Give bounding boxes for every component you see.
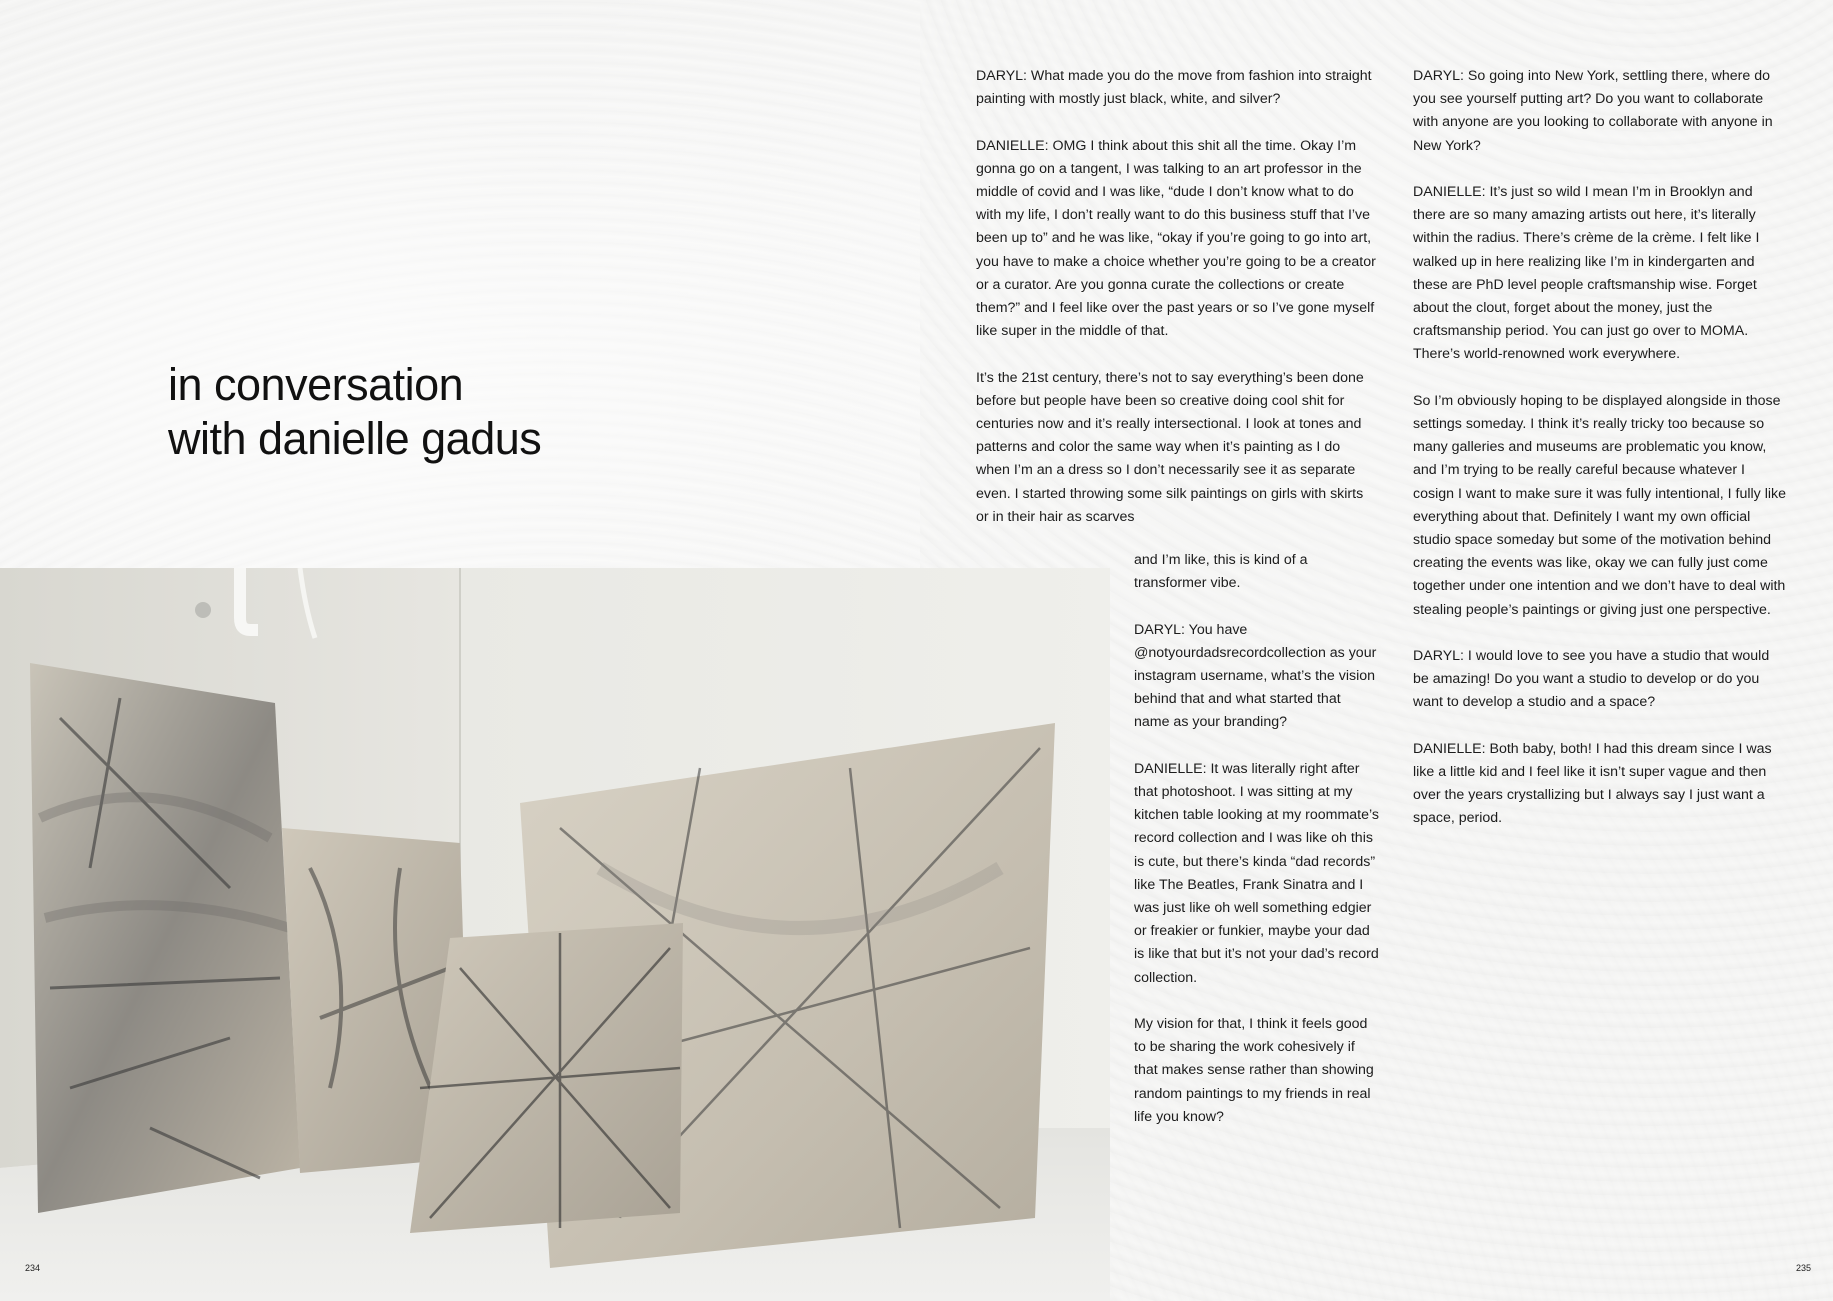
studio-photo bbox=[0, 568, 1110, 1301]
wall-fixture bbox=[195, 602, 211, 618]
interview-column-1-continued bbox=[1134, 549, 1379, 1152]
painting-4 bbox=[410, 923, 683, 1233]
page-title bbox=[168, 358, 541, 466]
painting-1 bbox=[30, 663, 300, 1213]
page-number-left: 234 bbox=[25, 1263, 41, 1273]
paragraph: DARYL: I would love to see you have a studio that would be amazing! Do you want a studio to develop or do you want to develop a studio and a space? bbox=[1413, 648, 1770, 711]
paragraph: DARYL: You have @notyourdadsrecordcollection as your instagram username, what’s the vision behind that and what started that name as your branding? bbox=[1134, 621, 1377, 731]
paragraph: My vision for that, I think it feels good to be sharing the work cohesively if that makes sense rather than showing random paintings to my friends in real life you know? bbox=[1134, 1016, 1374, 1125]
interview-column-1 bbox=[976, 65, 1376, 552]
paragraph: DANIELLE: It was literally right after that photoshoot. I was sitting at my kitchen table looking at my roommate’s record collection and I was like oh this is cute, but there’s kinda “dad records” like The Beatles, Frank Sinatra and I was just like oh well something edgier or freakier or funkier, maybe your dad is like that but it’s not your dad’s record collection. bbox=[1134, 760, 1379, 986]
title-line-1: in conversation bbox=[168, 359, 464, 410]
paragraph: and I’m like, this is kind of a transformer vibe. bbox=[1134, 552, 1308, 592]
interview-column-2 bbox=[1413, 65, 1788, 854]
paragraph: DANIELLE: Both baby, both! I had this dream since I was like a little kid and I feel like it isn’t super vague and then over the years crystallizing but I always say I just want a space, period. bbox=[1413, 740, 1772, 827]
page-number-right: 235 bbox=[1796, 1263, 1812, 1273]
paragraph: DANIELLE: It’s just so wild I mean I’m in Brooklyn and there are so many amazing artists out here, it’s literally within the radius. There’s crème de la crème. I felt like I walked up in here realizing like I’m in kindergarten and these are PhD level people craftsmanship wise. Forget about the clout, forget about the money, just the craftsmanship period. You can just go over to MOMA. There’s world-renowned work everywhere. bbox=[1413, 184, 1760, 363]
paragraph: So I’m obviously hoping to be displayed alongside in those settings someday. I think it’s really tricky too because so many galleries and museums are problematic you know, and I’m trying to be really careful because whatever I cosign I want to make sure it was fully intentional, I fully like everything about that. Definitely I want my own official studio space someday but some of the motivation behind creating the events was like, okay we can fully just come together under one intention and we don’t have to deal with stealing people’s paintings or giving just one perspective. bbox=[1413, 392, 1786, 618]
paragraph: It’s the 21st century, there’s not to say everything’s been done before but people have been so creative doing cool shit for centuries now and it’s really intersectional. I look at tones and patterns and color the same way when it’s painting as I do when I’m an a dress so I don’t necessarily see it as separate even. I started throwing some silk paintings on girls with skirts or in their hair as scarves bbox=[976, 369, 1364, 525]
paragraph: DARYL: So going into New York, settling there, where do you see yourself putting art? Do you want to collaborate with anyone are you looking to collaborate with anyone in New York? bbox=[1413, 68, 1773, 154]
title-line-2: with danielle gadus bbox=[168, 413, 542, 464]
paragraph: DARYL: What made you do the move from fashion into straight painting with mostly just black, white, and silver? bbox=[976, 68, 1372, 108]
paintings-illustration bbox=[0, 568, 1110, 1301]
paragraph: DANIELLE: OMG I think about this shit all the time. Okay I’m gonna go on a tangent, I was talking to an art professor in the middle of covid and I was like, “dude I don’t know what to do with my life, I don’t really want to do this business stuff that I’ve been up to” and he was like, “okay if you’re going to go into art, you have to make a choice whether you’re going to be a creator or a curator. Are you gonna curate the collections or create them?” and I feel like over the past years or so I’ve gone myself like super in the middle of that. bbox=[976, 137, 1376, 340]
